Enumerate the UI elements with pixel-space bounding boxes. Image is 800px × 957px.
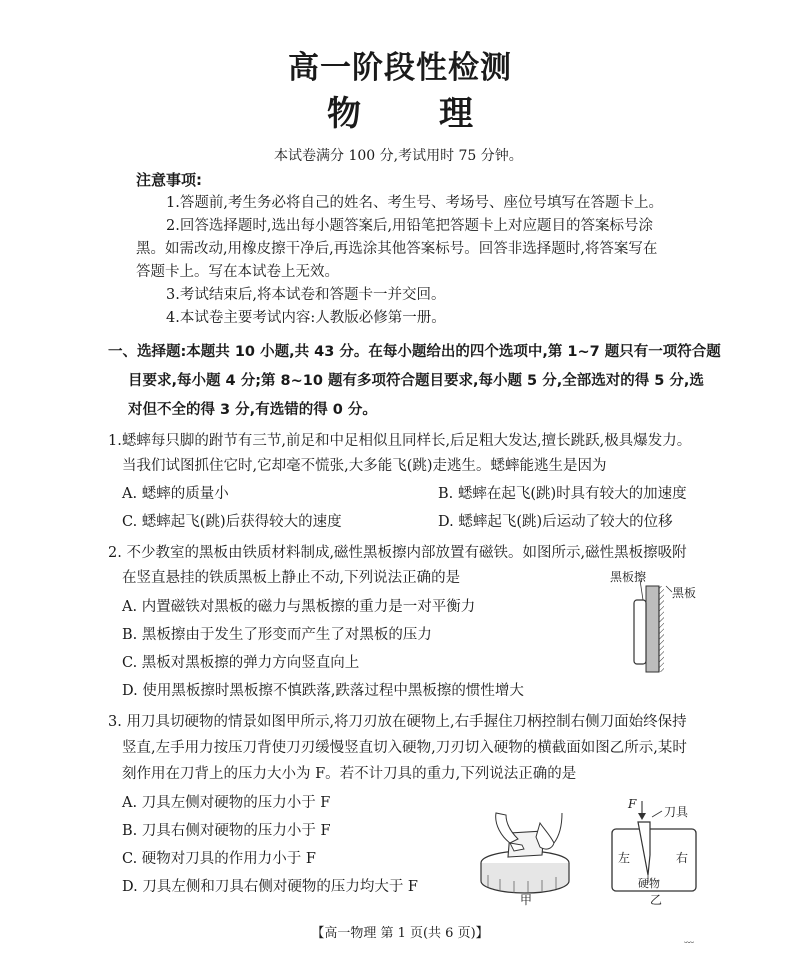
q2-stem: 2. 不少教室的黑板由铁质材料制成,磁性黑板擦内部放置有磁铁。如图所示,磁性黑板擦吸附 (108, 545, 687, 561)
figure-a-caption: 甲 (520, 893, 533, 907)
notice-item: 1.答题前,考生务必将自己的姓名、考生号、考场号、座位号填写在答题卡上。 (166, 195, 663, 211)
q2-option-c: C. 黑板对黑板擦的弹力方向竖直向上 (122, 655, 360, 671)
notice-item: 3.考试结束后,将本试卷和答题卡一并交回。 (166, 287, 446, 303)
section-heading: 目要求,每小题 4 分;第 8~10 题有多项符合题目要求,每小题 5 分,全部选对的得 5 分,选 (128, 373, 704, 389)
notice-item: 2.回答选择题时,选出每小题答案后,用铅笔把答题卡上对应题目的答案标号涂 (166, 218, 654, 234)
right-label: 右 (676, 851, 689, 865)
q2-option-a: A. 内置磁铁对黑板的磁力与黑板擦的重力是一对平衡力 (122, 599, 476, 615)
page-footer: 【高一物理 第 1 页(共 6 页)】 (311, 926, 489, 941)
corner-mark: ﹏ (684, 934, 694, 945)
eraser-shape (634, 600, 646, 664)
force-label: F (628, 797, 637, 811)
q1-stem: 1.蟋蟀每只脚的跗节有三节,前足和中足相似且同样长,后足粗大发达,擅长跳跃,极具爆发力。 (108, 433, 692, 449)
subject-right: 理 (439, 94, 473, 134)
subject-left: 物 (327, 94, 361, 134)
q1-option-c: C. 蟋蟀起飞(跳)后获得较大的速度 (122, 514, 342, 530)
q3-option-a: A. 刀具左侧对硬物的压力小于 F (122, 795, 331, 811)
board-label: 黑板 (672, 586, 697, 600)
eraser-label: 黑板擦 (610, 570, 647, 584)
q1-option-a: A. 蟋蟀的质量小 (122, 486, 229, 502)
q2-stem: 在竖直悬挂的铁质黑板上静止不动,下列说法正确的是 (122, 570, 461, 586)
notice-item: 4.本试卷主要考试内容:人教版必修第一册。 (166, 310, 446, 326)
q3-stem: 刻作用在刀背上的压力大小为 F。若不计刀具的重力,下列说法正确的是 (122, 766, 577, 782)
q1-option-b: B. 蟋蟀在起飞(跳)时具有较大的加速度 (438, 486, 687, 502)
q2-option-d: D. 使用黑板擦时黑板擦不慎跌落,跌落过程中黑板擦的惯性增大 (122, 683, 524, 699)
q2-figure (600, 568, 700, 676)
q3-option-c: C. 硬物对刀具的作用力小于 F (122, 851, 316, 867)
exam-title: 高一阶段性检测 (288, 50, 512, 86)
object-label: 硬物 (638, 877, 660, 890)
q3-option-d: D. 刀具左侧和刀具右侧对硬物的压力均大于 F (122, 879, 418, 895)
board-body (646, 586, 659, 672)
exam-info: 本试卷满分 100 分,考试用时 75 分钟。 (274, 148, 523, 164)
q1-option-d: D. 蟋蟀起飞(跳)后运动了较大的位移 (438, 514, 673, 530)
q3-stem: 竖直,左手用力按压刀背使刀刃缓慢竖直切入硬物,刀刃切入硬物的横截面如图乙所示,某时 (122, 740, 687, 756)
q1-stem: 当我们试图抓住它时,它却毫不慌张,大多能飞(跳)走逃生。蟋蟀能逃生是因为 (122, 458, 607, 474)
left-label: 左 (618, 851, 631, 865)
section-heading: 一、选择题:本题共 10 小题,共 43 分。在每小题给出的四个选项中,第 1~7 题只有一项符合题 (108, 344, 721, 360)
q3-option-b: B. 刀具右侧对硬物的压力小于 F (122, 823, 331, 839)
notice-item: 答题卡上。写在本试卷上无效。 (136, 264, 339, 280)
notice-heading: 注意事项: (136, 171, 202, 189)
notice-item: 黑。如需改动,用橡皮擦干净后,再选涂其他答案标号。回答非选择题时,将答案写在 (136, 241, 658, 257)
q3-stem: 3. 用刀具切硬物的情景如图甲所示,将刀刃放在硬物上,右手握住刀柄控制右侧刀面始终保持 (108, 714, 687, 730)
knife-label: 刀具 (664, 805, 689, 819)
wall-hatch (659, 586, 664, 672)
q3-figure-b (608, 795, 700, 907)
q3-figure-a (470, 795, 580, 905)
knife-cutting-illustration (470, 795, 580, 905)
section-heading: 对但不全的得 3 分,有选错的得 0 分。 (128, 402, 377, 418)
figure-b-caption: 乙 (650, 893, 663, 907)
q2-option-b: B. 黑板擦由于发生了形变而产生了对黑板的压力 (122, 627, 432, 643)
subject-title (0, 86, 800, 135)
